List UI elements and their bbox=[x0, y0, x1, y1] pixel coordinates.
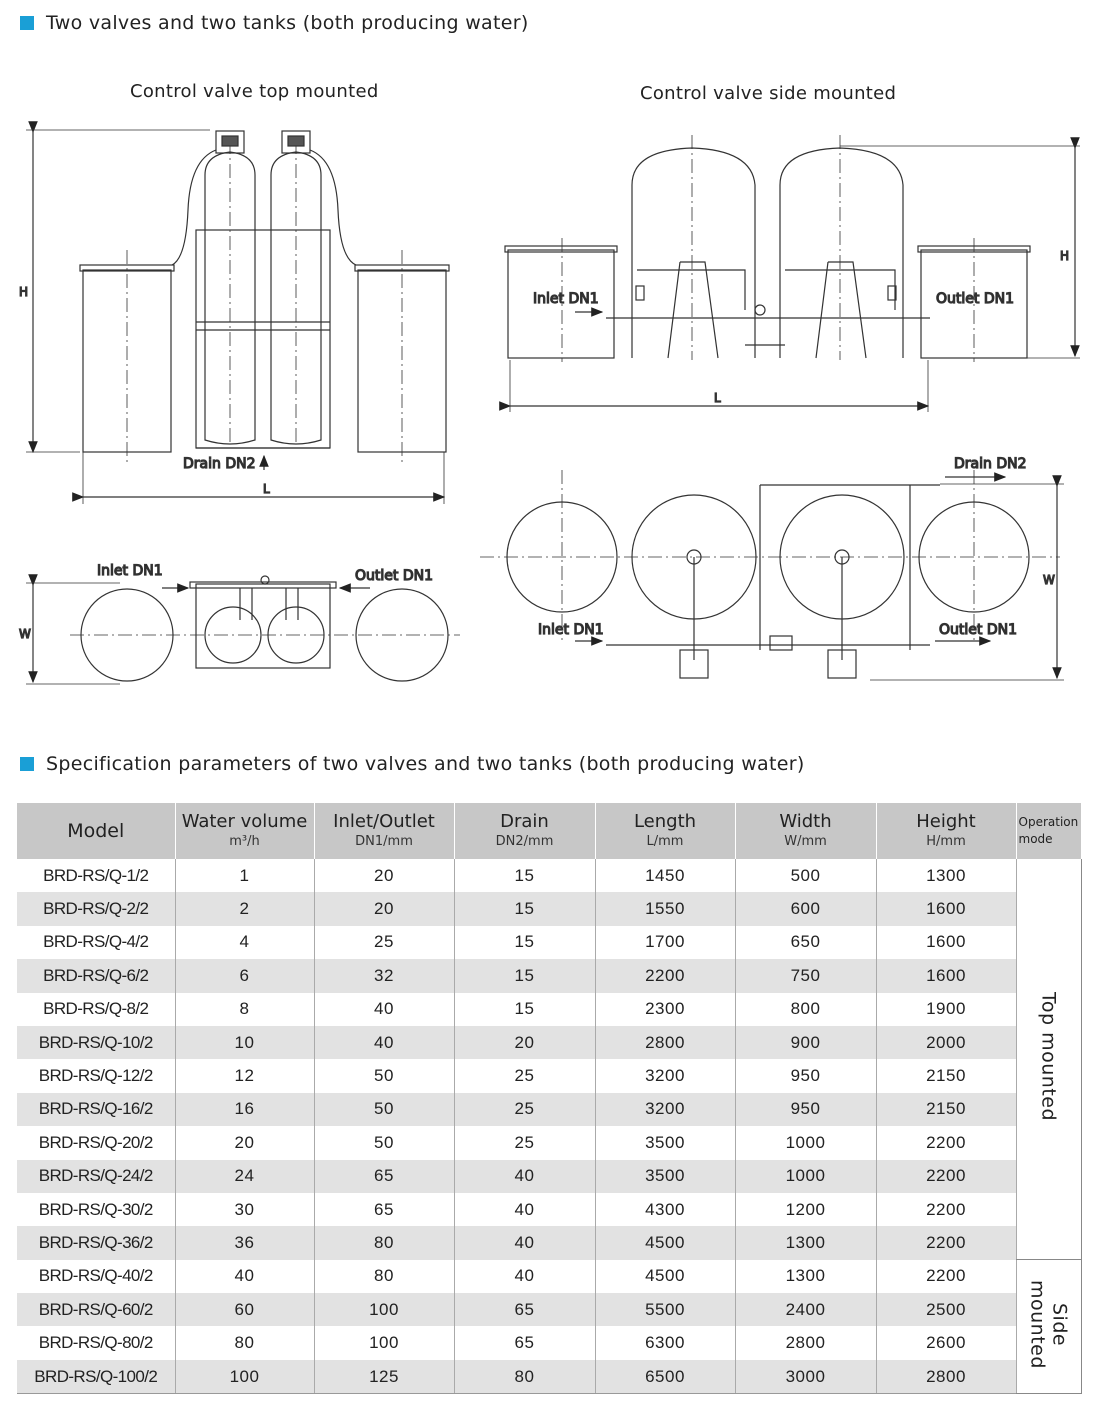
cell-water: 100 bbox=[175, 1360, 314, 1394]
table-row bbox=[17, 959, 1081, 992]
cell-length: 1450 bbox=[595, 859, 735, 892]
cell-water: 60 bbox=[175, 1293, 314, 1326]
spec-table bbox=[17, 803, 1082, 1394]
cell-model: BRD-RS/Q-30/2 bbox=[17, 1193, 175, 1226]
cell-drain: 20 bbox=[454, 1026, 595, 1059]
table-row bbox=[17, 1226, 1081, 1259]
cell-model: BRD-RS/Q-4/2 bbox=[17, 926, 175, 959]
cell-inlet: 40 bbox=[314, 993, 454, 1026]
drain-label-top: Drain DN2 bbox=[183, 456, 256, 472]
table-row bbox=[17, 1326, 1081, 1359]
cell-height: 2150 bbox=[876, 1093, 1016, 1126]
section-title-text: Specification parameters of two valves and two tanks (both producing water) bbox=[46, 753, 805, 775]
cell-inlet: 20 bbox=[314, 859, 454, 892]
dim-h-label: H bbox=[19, 285, 29, 299]
cell-model: BRD-RS/Q-60/2 bbox=[17, 1293, 175, 1326]
cell-height: 1600 bbox=[876, 926, 1016, 959]
table-row bbox=[17, 1193, 1081, 1226]
cell-height: 2200 bbox=[876, 1160, 1016, 1193]
mode-cell-side bbox=[1016, 1260, 1081, 1394]
cell-drain: 15 bbox=[454, 993, 595, 1026]
cell-water: 16 bbox=[175, 1093, 314, 1126]
header-width: Width W/mm bbox=[735, 803, 876, 859]
cell-water: 6 bbox=[175, 959, 314, 992]
header-water-volume: Water volume m³/h bbox=[175, 803, 314, 859]
cell-water: 8 bbox=[175, 993, 314, 1026]
cell-length: 1700 bbox=[595, 926, 735, 959]
cell-drain: 65 bbox=[454, 1293, 595, 1326]
table-row bbox=[17, 1293, 1081, 1326]
cell-length: 2200 bbox=[595, 959, 735, 992]
cell-width: 3000 bbox=[735, 1360, 876, 1394]
cell-length: 3500 bbox=[595, 1126, 735, 1159]
table-row bbox=[17, 892, 1081, 925]
cell-width: 1300 bbox=[735, 1260, 876, 1293]
cell-drain: 65 bbox=[454, 1326, 595, 1359]
cell-model: BRD-RS/Q-20/2 bbox=[17, 1126, 175, 1159]
cell-model: BRD-RS/Q-1/2 bbox=[17, 859, 175, 892]
cell-model: BRD-RS/Q-16/2 bbox=[17, 1093, 175, 1126]
table-row bbox=[17, 926, 1081, 959]
cell-model: BRD-RS/Q-100/2 bbox=[17, 1360, 175, 1394]
outlet-label-top: Outlet DN1 bbox=[355, 568, 433, 584]
cell-drain: 40 bbox=[454, 1260, 595, 1293]
cell-inlet: 40 bbox=[314, 1026, 454, 1059]
mode-cell-top bbox=[1016, 859, 1081, 1260]
cell-inlet: 50 bbox=[314, 1059, 454, 1092]
cell-width: 600 bbox=[735, 892, 876, 925]
cell-width: 1000 bbox=[735, 1126, 876, 1159]
cell-drain: 80 bbox=[454, 1360, 595, 1394]
side-mounted-plan-view bbox=[480, 456, 1064, 680]
cell-length: 2300 bbox=[595, 993, 735, 1026]
table-row bbox=[17, 1093, 1081, 1126]
table-row bbox=[17, 993, 1081, 1026]
section-title-text: Two valves and two tanks (both producing water) bbox=[46, 12, 529, 34]
cell-inlet: 50 bbox=[314, 1093, 454, 1126]
cell-inlet: 65 bbox=[314, 1193, 454, 1226]
cell-length: 4500 bbox=[595, 1260, 735, 1293]
cell-water: 12 bbox=[175, 1059, 314, 1092]
drain-label-side: Drain DN2 bbox=[954, 456, 1027, 472]
table-header-row bbox=[17, 803, 1081, 859]
top-mounted-plan-view bbox=[19, 563, 460, 684]
cell-model: BRD-RS/Q-40/2 bbox=[17, 1260, 175, 1293]
table-row bbox=[17, 1059, 1081, 1092]
cell-width: 500 bbox=[735, 859, 876, 892]
cell-length: 3500 bbox=[595, 1160, 735, 1193]
dim-w-label: W bbox=[19, 627, 31, 641]
cell-drain: 40 bbox=[454, 1193, 595, 1226]
cell-inlet: 25 bbox=[314, 926, 454, 959]
inlet-label-side-plan: Inlet DN1 bbox=[538, 622, 604, 638]
cell-model: BRD-RS/Q-8/2 bbox=[17, 993, 175, 1026]
table-row bbox=[17, 1160, 1081, 1193]
cell-length: 1550 bbox=[595, 892, 735, 925]
cell-water: 40 bbox=[175, 1260, 314, 1293]
cell-width: 2400 bbox=[735, 1293, 876, 1326]
top-mounted-front-view bbox=[19, 130, 449, 504]
cell-height: 2150 bbox=[876, 1059, 1016, 1092]
cell-drain: 25 bbox=[454, 1093, 595, 1126]
cell-width: 1300 bbox=[735, 1226, 876, 1259]
cell-height: 2200 bbox=[876, 1193, 1016, 1226]
dim-w-label-side: W bbox=[1043, 573, 1055, 587]
cell-length: 6500 bbox=[595, 1360, 735, 1394]
cell-width: 1200 bbox=[735, 1193, 876, 1226]
cell-inlet: 65 bbox=[314, 1160, 454, 1193]
cell-width: 800 bbox=[735, 993, 876, 1026]
mode-top-label: Top mounted bbox=[1037, 992, 1060, 1122]
cell-inlet: 100 bbox=[314, 1293, 454, 1326]
cell-water: 36 bbox=[175, 1226, 314, 1259]
cell-inlet: 20 bbox=[314, 892, 454, 925]
table-row bbox=[17, 859, 1081, 892]
cell-water: 1 bbox=[175, 859, 314, 892]
cell-width: 750 bbox=[735, 959, 876, 992]
table-row bbox=[17, 1360, 1081, 1394]
header-height: Height H/mm bbox=[876, 803, 1016, 859]
cell-inlet: 125 bbox=[314, 1360, 454, 1394]
table-row bbox=[17, 1026, 1081, 1059]
cell-water: 20 bbox=[175, 1126, 314, 1159]
cell-length: 6300 bbox=[595, 1326, 735, 1359]
cell-drain: 40 bbox=[454, 1226, 595, 1259]
header-model: Model bbox=[17, 803, 175, 859]
cell-length: 5500 bbox=[595, 1293, 735, 1326]
cell-width: 1000 bbox=[735, 1160, 876, 1193]
cell-water: 2 bbox=[175, 892, 314, 925]
cell-model: BRD-RS/Q-2/2 bbox=[17, 892, 175, 925]
cell-water: 10 bbox=[175, 1026, 314, 1059]
header-inlet-outlet: Inlet/Outlet DN1/mm bbox=[314, 803, 454, 859]
cell-model: BRD-RS/Q-12/2 bbox=[17, 1059, 175, 1092]
cell-drain: 25 bbox=[454, 1126, 595, 1159]
cell-length: 2800 bbox=[595, 1026, 735, 1059]
table-row bbox=[17, 1126, 1081, 1159]
section-title-spec bbox=[20, 753, 805, 775]
cell-width: 900 bbox=[735, 1026, 876, 1059]
cell-model: BRD-RS/Q-6/2 bbox=[17, 959, 175, 992]
outlet-label-side-plan: Outlet DN1 bbox=[939, 622, 1017, 638]
cell-width: 950 bbox=[735, 1059, 876, 1092]
cell-inlet: 50 bbox=[314, 1126, 454, 1159]
cell-height: 2200 bbox=[876, 1260, 1016, 1293]
cell-height: 2800 bbox=[876, 1360, 1016, 1394]
dim-l-label-side: L bbox=[714, 391, 721, 405]
header-operation-mode: Operation mode bbox=[1016, 803, 1081, 859]
cell-inlet: 80 bbox=[314, 1260, 454, 1293]
outlet-label-side: Outlet DN1 bbox=[936, 291, 1014, 307]
inlet-label-side: Inlet DN1 bbox=[533, 291, 599, 307]
cell-drain: 15 bbox=[454, 859, 595, 892]
cell-water: 24 bbox=[175, 1160, 314, 1193]
dim-l-label: L bbox=[263, 482, 270, 496]
cell-inlet: 32 bbox=[314, 959, 454, 992]
cell-drain: 15 bbox=[454, 926, 595, 959]
cell-height: 1300 bbox=[876, 859, 1016, 892]
cell-drain: 15 bbox=[454, 892, 595, 925]
cell-height: 2200 bbox=[876, 1226, 1016, 1259]
table-row bbox=[17, 1260, 1081, 1293]
cell-water: 80 bbox=[175, 1326, 314, 1359]
cell-height: 1900 bbox=[876, 993, 1016, 1026]
cell-drain: 40 bbox=[454, 1160, 595, 1193]
cell-model: BRD-RS/Q-36/2 bbox=[17, 1226, 175, 1259]
cell-length: 4500 bbox=[595, 1226, 735, 1259]
cell-drain: 25 bbox=[454, 1059, 595, 1092]
cell-model: BRD-RS/Q-80/2 bbox=[17, 1326, 175, 1359]
side-mounted-front-view bbox=[505, 135, 1080, 412]
cell-model: BRD-RS/Q-24/2 bbox=[17, 1160, 175, 1193]
cell-length: 3200 bbox=[595, 1093, 735, 1126]
inlet-label-top: Inlet DN1 bbox=[97, 563, 163, 579]
side-mounted-title: Control valve side mounted bbox=[640, 83, 897, 104]
top-mounted-title: Control valve top mounted bbox=[130, 81, 379, 102]
cell-drain: 15 bbox=[454, 959, 595, 992]
cell-width: 2800 bbox=[735, 1326, 876, 1359]
dim-h-label-side: H bbox=[1060, 249, 1070, 263]
cell-width: 650 bbox=[735, 926, 876, 959]
mode-side-label: Side mounted bbox=[1026, 1279, 1071, 1369]
square-bullet-icon bbox=[20, 757, 34, 771]
cell-water: 4 bbox=[175, 926, 314, 959]
cell-length: 3200 bbox=[595, 1059, 735, 1092]
cell-height: 2600 bbox=[876, 1326, 1016, 1359]
cell-water: 30 bbox=[175, 1193, 314, 1226]
cell-model: BRD-RS/Q-10/2 bbox=[17, 1026, 175, 1059]
cell-height: 2200 bbox=[876, 1126, 1016, 1159]
cell-inlet: 100 bbox=[314, 1326, 454, 1359]
header-drain: Drain DN2/mm bbox=[454, 803, 595, 859]
cell-inlet: 80 bbox=[314, 1226, 454, 1259]
header-length: Length L/mm bbox=[595, 803, 735, 859]
cell-length: 4300 bbox=[595, 1193, 735, 1226]
cell-height: 2000 bbox=[876, 1026, 1016, 1059]
cell-height: 2500 bbox=[876, 1293, 1016, 1326]
cell-height: 1600 bbox=[876, 892, 1016, 925]
cell-width: 950 bbox=[735, 1093, 876, 1126]
cell-height: 1600 bbox=[876, 959, 1016, 992]
